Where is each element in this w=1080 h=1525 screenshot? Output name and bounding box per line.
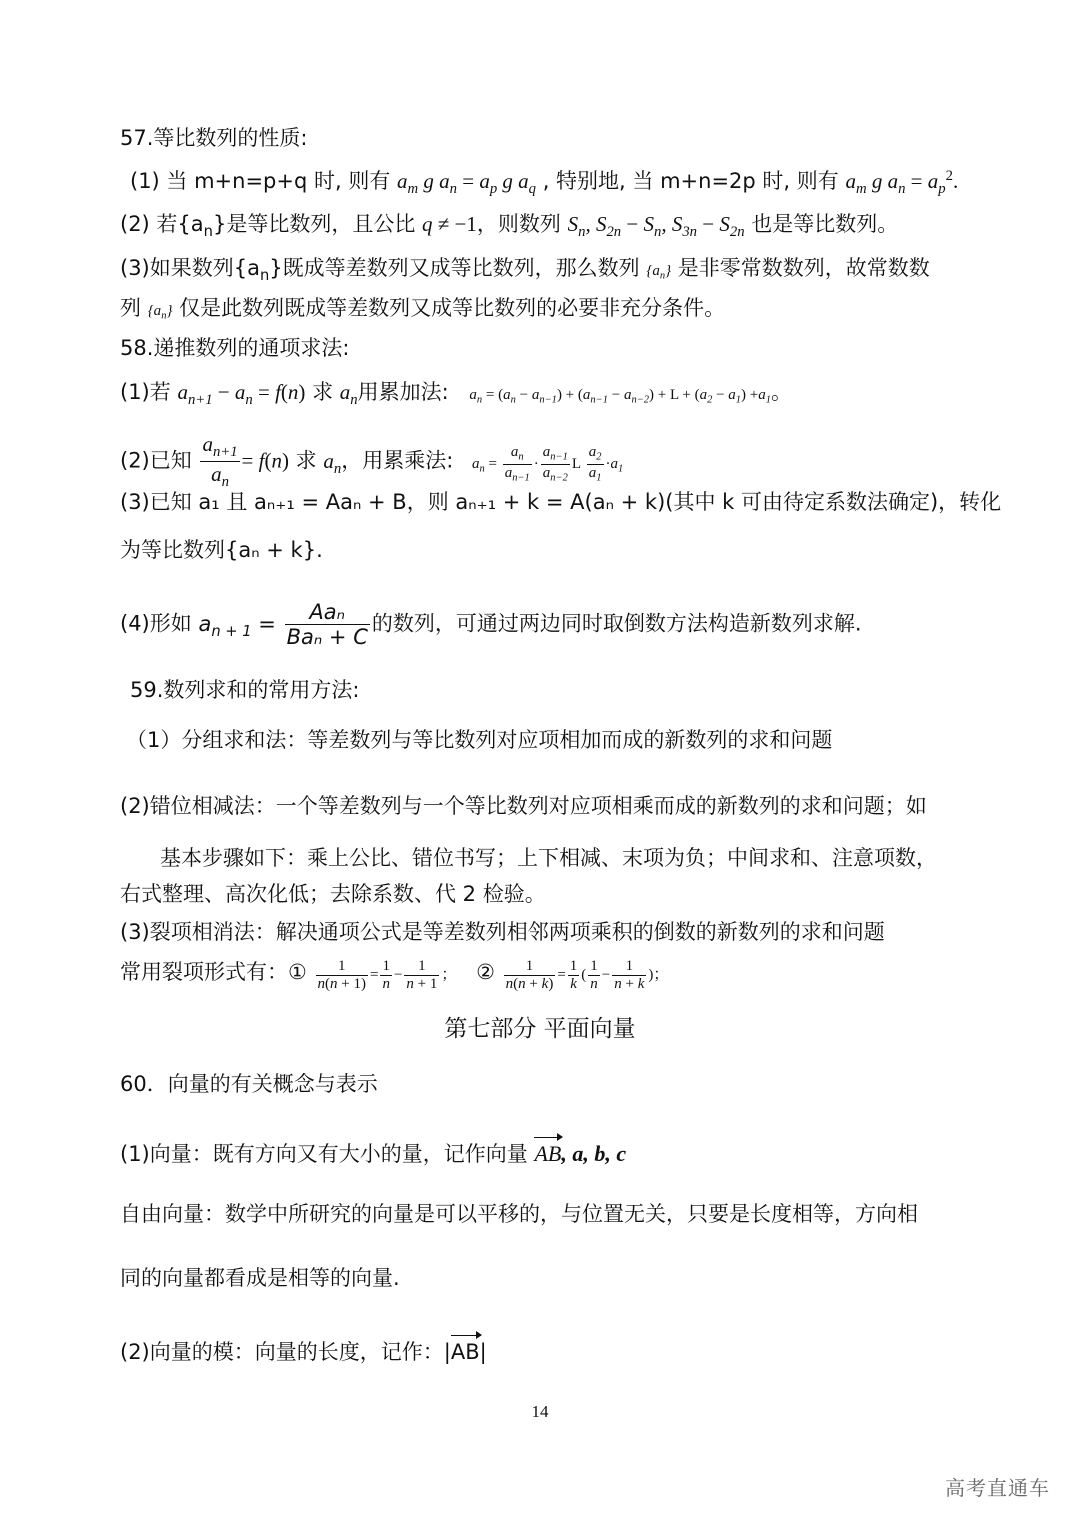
method59-2: (2)错位相减法：一个等差数列与一个等比数列对应项相乘而成的新数列的求和问题；如 (120, 794, 927, 818)
prop57-3-line1: (3)如果数列$\{a_n\}$既成等差数列又成等比数列，那么数列 $\{a_n\}$ 是非零常数数列，故常数数 (120, 256, 930, 285)
prop57-2-text-d: 也是等比数列。 (751, 212, 899, 236)
formula-form-fraction (285, 600, 370, 649)
vector-def-text: (1)向量：既有方向又有大小的量，记作向量 (120, 1142, 528, 1166)
modulus-ab: AB (450, 1340, 480, 1364)
method59-3: (3)裂项相消法：解决通项公式是等差数列相邻两项乘积的倒数的新数列的求和问题 (120, 920, 885, 944)
heading-57: 57.等比数列的性质: (120, 126, 308, 150)
prop57-3-text-e: 仅是此数列既成等差数列又成等比数列的必要非充分条件。 (179, 296, 726, 320)
method58-1-text-a: (1)若 (120, 380, 171, 404)
page-number: 14 (531, 1402, 549, 1421)
heading-60: 60．向量的有关概念与表示 (120, 1072, 378, 1096)
vector-modulus-text: (2)向量的模：向量的长度，记作： (120, 1340, 444, 1364)
fraction-denominator: Baₙ + C (286, 625, 368, 650)
method58-2-text-a: (2)已知 (120, 448, 192, 473)
method58-3-line1: (3)已知 a₁ 且 aₙ₊₁ = Aaₙ + B，则 aₙ₊₁ + k = A(aₙ + k)(其中 k 可由待定系数法确定)，转化 (120, 490, 1002, 514)
prop57-1: (1) 当 m+n=p+q 时, 则有 $a_m$ g $a_n = a_p$ g $a_q$ , 特别地, 当 m+n=2p 时, 则有 $a_m$ g $a_n = a_p^2$. (130, 168, 959, 198)
formula-sn-series: $S_n$, $S_{2n} - S_n$, $S_{3n} - S_{2n}$ (567, 212, 745, 241)
formula-diff: $a_{n+1} - a_n = f(n)$ (177, 380, 306, 409)
split-forms (120, 958, 668, 994)
formula-split-2: $\frac{1}{n(n + k)}$ = $\frac{1}{k}$ ( $\frac{1}{n}$ − $\frac{1}{n + k}$ )； (505, 958, 669, 993)
method58-4-text-b: 的数列，可通过两边同时取倒数方法构造新数列求解. (371, 611, 862, 636)
formula-set-an: $\{a_n\}$ (646, 263, 672, 282)
formula-product: $a_n$ = $\frac{a_n}{a_{n-1}}$ · $\frac{a_{n-1}}{a_{n-2}}$ L $\frac{a_2}{a_1}$ $\cdot a_1$ (471, 443, 624, 484)
formula-set-an-2: $\{a_n\}$ (147, 303, 173, 322)
vector-modulus (120, 1338, 487, 1366)
split-forms-label: 常用裂项形式有：① (120, 960, 307, 985)
method58-1-text-c: 用累加法: (357, 380, 449, 404)
formula-q-ne-1: q ≠ −1 (422, 212, 477, 236)
formula-ap-squared: $a_m$ g $a_n = a_p^2$ (845, 168, 953, 198)
method58-3-line2: 为等比数列{aₙ + k}. (120, 538, 323, 562)
prop57-1-text-a: (1) 当 m+n=p+q 时, 则有 (130, 169, 391, 194)
formula-split-1: $\frac{1}{n(n + 1)}$ = $\frac{1}{n}$ − $\frac{1}{n + 1}$ ； (317, 958, 457, 993)
vector-ab: AB (534, 1141, 562, 1166)
method58-4: (4)形如 $a_{n + 1}$ = $\frac{\text{Aaₙ}}{\text{Baₙ + C}}$ 的数列，可通过两边同时取倒数方法构造新数列求解. (120, 600, 862, 650)
formula-telescoping-sum: $a_n = (a_n - a_{n-1}) + (a_{n-1} - a_{n-2}) + L + (a_2 - a_1) +a_1$ (469, 387, 771, 406)
vector-notation (534, 1141, 626, 1166)
formula-am-an: $a_m$ g $a_n = a_p$ g $a_q$ (397, 169, 537, 198)
modulus-notation: |AB| (443, 1340, 487, 1364)
method58-1-text-b: 求 (312, 380, 334, 404)
circle-2-label: ② (476, 960, 495, 985)
prop57-2: (2) 若$\{a_n\}$是等比数列，且公比 q ≠ −1，则数列 $S_n$, $S_{2n} - S_n$, $S_{3n} - S_{2n}$ 也是等比数列。 (120, 212, 899, 241)
vector-def (120, 1140, 626, 1168)
method59-1: （1）分组求和法：等差数列与等比数列对应项相加而成的新数列的求和问题 (126, 728, 833, 752)
part-title: 第七部分 平面向量 (444, 1016, 636, 1042)
heading-58: 58.递推数列的通项求法: (120, 336, 350, 360)
vector-letters: , a, b, c (561, 1141, 627, 1166)
method58-2: (2)已知 $\frac{a_{n+1}}{a_n}$ = f(n) 求 $a_n$，用累乘法: $a_n$ = $\frac{a_n}{a_{n-1}}$ · $\frac{a_{n-1}}{a_{n-2}}$ L $\frac{a_2}{a_1}$ $\cdot a_1$ (120, 432, 624, 491)
method58-2-text-c: ，用累乘法: (341, 448, 454, 473)
free-vector-line2: 同的向量都看成是相等的向量. (120, 1266, 400, 1290)
method58-4-text-a: (4)形如 (120, 611, 192, 636)
free-vector-line1: 自由向量：数学中所研究的向量是可以平移的，与位置无关，只要是长度相等，方向相 (120, 1202, 918, 1226)
prop57-3-text-c: 是非零常数数列，故常数数 (677, 256, 930, 280)
method58-2-text-b: 求 (295, 448, 317, 473)
watermark: 高考直通车 (945, 1476, 1050, 1500)
prop57-3-text-a: (3)如果数列{a (120, 256, 260, 280)
prop57-2-text-b: }是等比数列，且公比 (212, 212, 416, 236)
heading-59: 59.数列求和的常用方法: (130, 678, 360, 702)
prop57-2-text-a: (2) 若{a (120, 212, 204, 236)
prop57-3-text-b: }既成等差数列又成等比数列，那么数列 (269, 256, 640, 280)
prop57-3-line2 (120, 294, 725, 331)
fraction-numerator: Aaₙ (285, 600, 370, 625)
method59-2-steps1: 基本步骤如下：乘上公比、错位书写；上下相减、末项为负；中间求和、注意项数， (160, 846, 937, 870)
symbol-an: $a_n$ (339, 380, 358, 409)
symbol-an-2: $a_n$ (323, 448, 342, 477)
method58-1: (1)若 $a_{n+1} - a_n = f(n)$ 求 $a_n$用累加法: $a_n = (a_n - a_{n-1}) + (a_{n-1} - a_{n-2}) + L + (a_2 - a_1) +a_1$。 (120, 380, 792, 409)
prop57-3-text-d: 列 (120, 296, 141, 320)
formula-ratio: $\frac{a_{n+1}}{a_n}$ (202, 432, 238, 491)
prop57-2-text-c: ，则数列 (476, 212, 561, 236)
method59-2-steps2: 右式整理、高次化低；去除系数、代 2 检验。 (120, 882, 546, 906)
prop57-1-text-b: , 特别地, 当 m+n=2p 时, 则有 (542, 169, 839, 194)
